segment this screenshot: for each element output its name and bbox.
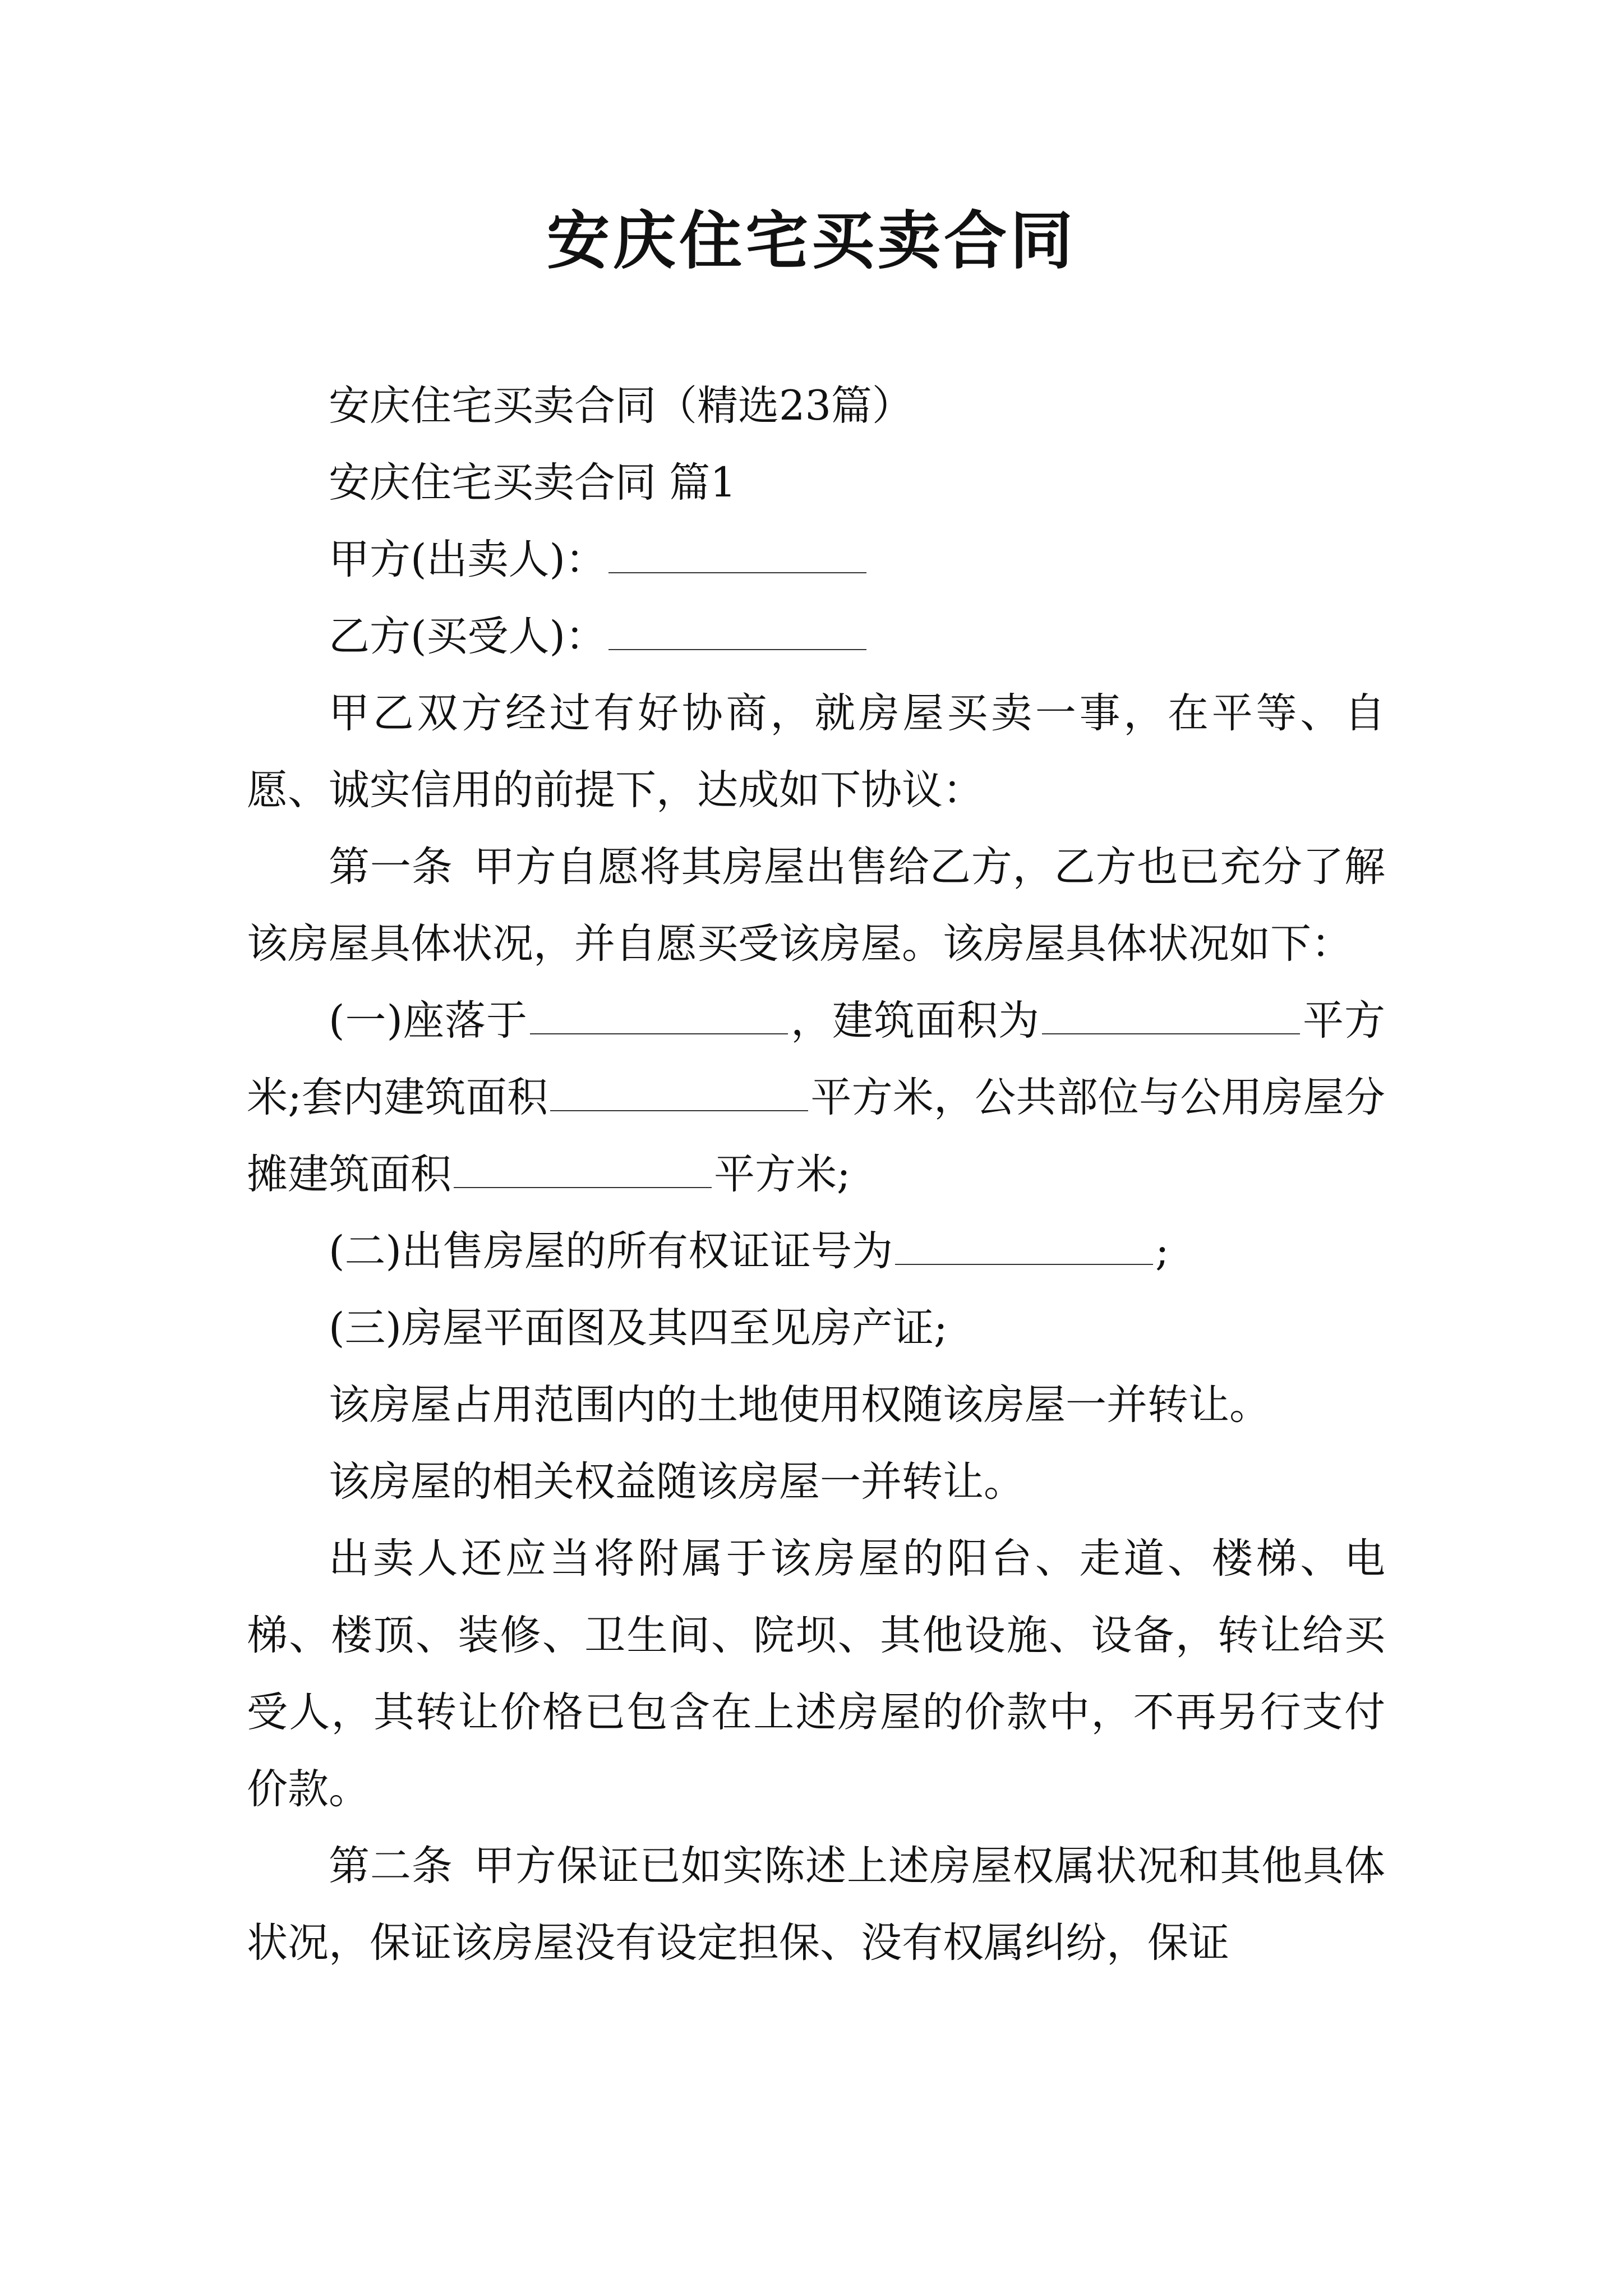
inner-area-blank bbox=[550, 1076, 808, 1111]
item-1-inner-area-label: 平方米;套内建筑面积 bbox=[247, 997, 1386, 1121]
item-1-area-label: ，建筑面积为 bbox=[790, 997, 1040, 1045]
section-heading: 安庆住宅买卖合同 篇1 bbox=[329, 459, 736, 507]
attachments-paragraph: 出卖人还应当将附属于该房屋的阳台、走道、楼梯、电梯、楼顶、装修、卫生间、院坝、其他设施、设备，转让给买受人，其转让价格已包含在上述房屋的价款中，不再另行支付价款。 bbox=[247, 1535, 1385, 1813]
intro-paragraph: 甲乙双方经过有好协商，就房屋买卖一事，在平等、自愿、诚实信用的前提下，达成如下协议： bbox=[247, 689, 1385, 814]
document-title: 安庆住宅买卖合同 bbox=[547, 204, 1076, 278]
party-b-blank bbox=[608, 615, 866, 650]
article-1-text: 甲方自愿将其房屋出售给乙方，乙方也已充分了解该房屋具体状况，并自愿买受该房屋。该房屋具体状况如下： bbox=[247, 843, 1386, 968]
article-1-title: 第一条 bbox=[329, 843, 453, 891]
article-1 bbox=[247, 829, 1385, 982]
location-blank bbox=[530, 1000, 788, 1034]
party-a-line bbox=[247, 521, 1385, 598]
item-3: (三)房屋平面图及其四至见房产证; bbox=[329, 1304, 948, 1352]
item-1-shared-area-label: 平方米，公共部位与公用房屋分摊建筑面积 bbox=[247, 1074, 1385, 1198]
party-a-label: 甲方(出卖人)： bbox=[329, 536, 606, 583]
certificate-number-blank bbox=[895, 1230, 1153, 1265]
item-1-unit: 平方米; bbox=[714, 1151, 851, 1198]
item-1-location-label: (一)座落于 bbox=[329, 997, 528, 1045]
shared-area-blank bbox=[454, 1153, 712, 1188]
article-2-text: 甲方保证已如实陈述上述房屋权属状况和其他具体状况，保证该房屋没有设定担保、没有权属纠纷，保证 bbox=[247, 1842, 1386, 1967]
related-rights-paragraph: 该房屋的相关权益随该房屋一并转让。 bbox=[329, 1458, 1025, 1506]
party-b-label: 乙方(买受人)： bbox=[329, 613, 606, 660]
party-a-blank bbox=[608, 539, 866, 573]
land-rights-paragraph: 该房屋占用范围内的土地使用权随该房屋一并转让。 bbox=[329, 1381, 1270, 1429]
item-2-end: ; bbox=[1155, 1227, 1169, 1275]
party-b-line bbox=[247, 598, 1385, 675]
article-2 bbox=[247, 1828, 1385, 1981]
area-blank bbox=[1042, 1000, 1300, 1034]
document-subtitle: 安庆住宅买卖合同（精选23篇） bbox=[329, 382, 913, 430]
document-body bbox=[247, 367, 1385, 1981]
item-1 bbox=[247, 982, 1385, 1213]
item-2-label: (二)出售房屋的所有权证证号为 bbox=[329, 1227, 893, 1275]
article-2-title: 第二条 bbox=[329, 1842, 453, 1890]
item-2 bbox=[247, 1213, 1385, 1290]
